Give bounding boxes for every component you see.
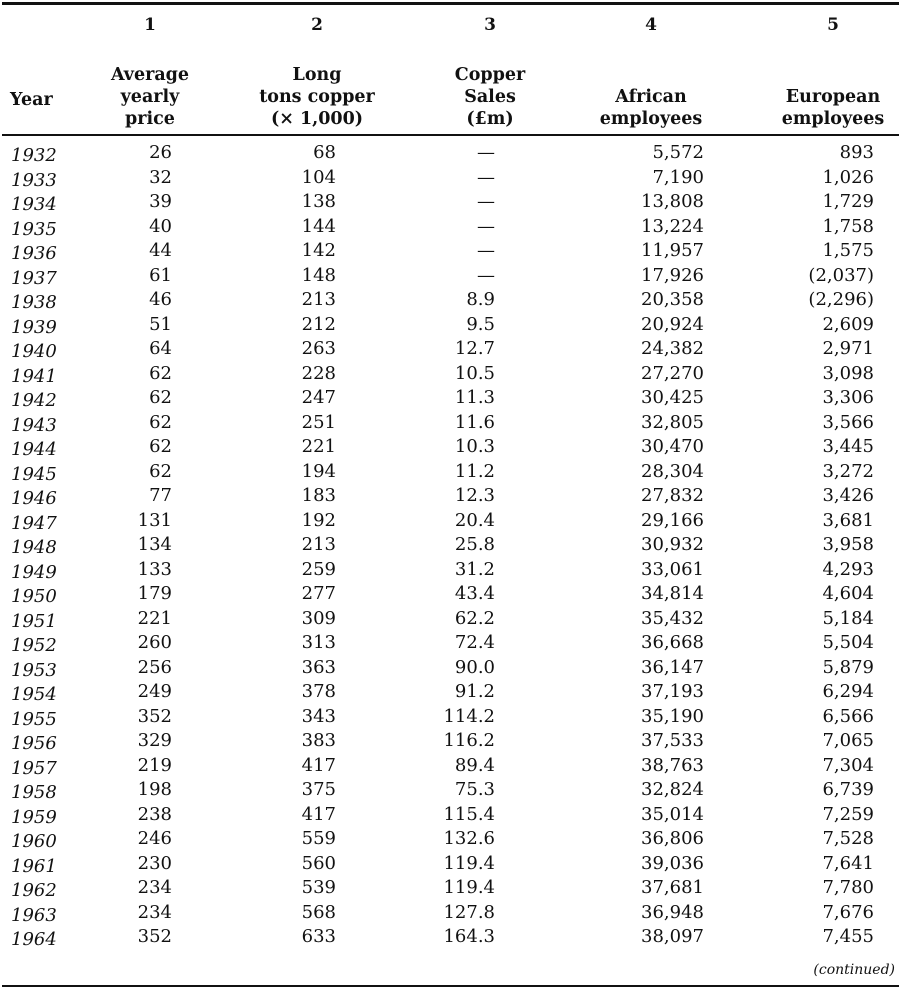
european-employees-cell: 1,729 [822,191,874,212]
header-col-4-label [600,86,703,130]
price-cell: 260 [137,632,172,653]
header-col-1-label [111,64,189,130]
european-employees-cell: 5,184 [822,607,874,629]
european-employees-cell: 2,609 [822,313,874,335]
header-col-4 [586,14,716,130]
header-rule [2,134,899,136]
african-employees-cell: 29,166 [641,509,704,531]
price-cell: 198 [137,779,172,800]
header-col-5-line-1: European [785,87,881,107]
year-cell: 1942 [11,390,57,411]
tons-cell: 539 [301,877,336,898]
sales-cell: 20.4 [454,509,495,531]
price-cell: 249 [137,681,172,702]
table-row [0,437,900,462]
price-cell: 352 [137,705,172,727]
sales-cell: — [477,142,495,163]
year-cell: 1948 [11,537,57,558]
tons-cell: 148 [301,264,336,286]
header-col-1 [102,14,198,130]
header-col-1-line-1: Average [110,65,190,85]
price-cell: 62 [149,362,172,384]
african-employees-cell: 36,668 [641,632,704,653]
price-cell: 51 [149,313,172,335]
sales-cell: 89.4 [454,754,495,776]
sales-cell: 62.2 [454,607,495,629]
tons-cell: 263 [301,338,336,359]
tons-cell: 68 [313,142,336,163]
price-cell: 246 [137,828,172,849]
price-cell: 32 [149,166,172,188]
tons-cell: 247 [301,387,336,408]
header-col-3-number: 3 [484,15,496,35]
tons-cell: 212 [301,313,336,335]
sales-cell: 11.2 [454,460,495,482]
table-row [0,903,900,928]
sales-cell: 115.4 [443,803,495,825]
african-employees-cell: 28,304 [641,460,704,482]
year-cell: 1958 [11,782,57,803]
table-row [0,290,900,315]
tons-cell: 363 [301,656,336,678]
year-cell: 1955 [11,708,57,730]
table-row [0,682,900,707]
african-employees-cell: 32,805 [641,411,704,433]
african-employees-cell: 37,533 [641,730,704,751]
african-employees-cell: 36,806 [641,828,704,849]
year-cell: 1950 [11,586,57,607]
year-cell: 1945 [11,463,57,485]
table-row [0,339,900,364]
sales-cell: 12.3 [454,485,495,506]
european-employees-cell: 6,739 [822,779,874,800]
sales-cell: 10.3 [454,436,495,457]
african-employees-cell: 30,425 [641,387,704,408]
price-cell: 329 [137,730,172,751]
year-cell: 1959 [11,806,57,828]
tons-cell: 221 [301,436,336,457]
african-employees-cell: 35,014 [641,803,704,825]
tons-cell: 343 [301,705,336,727]
header-col-4-line-2: employees [599,109,703,129]
tons-cell: 378 [301,681,336,702]
table-row [0,535,900,560]
table-row [0,829,900,854]
year-cell: 1949 [11,561,57,583]
sales-cell: 72.4 [454,632,495,653]
tons-cell: 259 [301,558,336,580]
tons-cell: 633 [301,926,336,947]
sales-cell: 8.9 [466,289,495,310]
header-col-1-line-2: yearly [120,87,180,107]
european-employees-cell: 3,681 [822,509,874,531]
year-cell: 1963 [11,904,57,926]
african-employees-cell: 39,036 [641,852,704,874]
european-employees-cell: 1,575 [822,240,874,261]
year-cell: 1951 [11,610,57,632]
price-cell: 179 [137,583,172,604]
african-employees-cell: 35,432 [641,607,704,629]
year-cell: 1964 [11,929,57,950]
table-row [0,217,900,242]
european-employees-cell: 3,445 [822,436,874,457]
table-row [0,633,900,658]
price-cell: 46 [149,289,172,310]
african-employees-cell: 30,470 [641,436,704,457]
african-employees-cell: 7,190 [652,166,704,188]
tons-cell: 313 [301,632,336,653]
tons-cell: 417 [301,803,336,825]
sales-cell: 132.6 [443,828,495,849]
sales-cell: — [477,191,495,212]
tons-cell: 142 [301,240,336,261]
tons-cell: 568 [301,901,336,923]
price-cell: 62 [149,387,172,408]
african-employees-cell: 36,948 [641,901,704,923]
header-col-5 [770,14,896,130]
sales-cell: — [477,215,495,237]
european-employees-cell: 893 [839,142,874,163]
year-cell: 1932 [11,145,57,166]
year-cell: 1935 [11,218,57,240]
year-cell: 1953 [11,659,57,681]
african-employees-cell: 37,681 [641,877,704,898]
price-cell: 352 [137,926,172,947]
tons-cell: 138 [301,191,336,212]
european-employees-cell: 2,971 [822,338,874,359]
tons-cell: 213 [301,534,336,555]
european-employees-cell: 3,566 [822,411,874,433]
tons-cell: 417 [301,754,336,776]
year-cell: 1934 [11,194,57,215]
year-cell: 1960 [11,831,57,852]
price-cell: 44 [149,240,172,261]
header-col-3-line-2: Sales [464,87,516,107]
header-col-3 [438,14,542,130]
header-col-4-number: 4 [645,15,657,35]
continued-note: (continued) [813,962,895,978]
header-col-4-line-1: African [615,87,687,107]
tons-cell: 251 [301,411,336,433]
year-cell: 1962 [11,880,57,901]
european-employees-cell: 3,958 [822,534,874,555]
table-row [0,878,900,903]
header-col-2-number: 2 [311,15,323,35]
african-employees-cell: 20,924 [641,313,704,335]
table-row [0,560,900,585]
year-cell: 1961 [11,855,57,877]
african-employees-cell: 13,224 [641,215,704,237]
sales-cell: 91.2 [454,681,495,702]
price-cell: 133 [137,558,172,580]
table-row [0,413,900,438]
header-col-3-line-3: (£m) [466,109,514,129]
european-employees-cell: 7,528 [822,828,874,849]
european-employees-cell: 7,259 [822,803,874,825]
european-employees-cell: 4,604 [822,583,874,604]
table-row [0,388,900,413]
tons-cell: 375 [301,779,336,800]
european-employees-cell: 6,566 [822,705,874,727]
sales-cell: 9.5 [466,313,495,335]
european-employees-cell: 3,306 [822,387,874,408]
year-cell: 1939 [11,316,57,338]
price-cell: 62 [149,460,172,482]
price-cell: 230 [137,852,172,874]
tons-cell: 383 [301,730,336,751]
tons-cell: 560 [301,852,336,874]
price-cell: 234 [137,877,172,898]
price-cell: 62 [149,411,172,433]
african-employees-cell: 34,814 [641,583,704,604]
sales-cell: 12.7 [454,338,495,359]
header-col-2-line-1: Long [292,65,342,85]
table-row [0,143,900,168]
african-employees-cell: 27,270 [641,362,704,384]
european-employees-cell: 3,272 [822,460,874,482]
table-row [0,780,900,805]
price-cell: 238 [137,803,172,825]
european-employees-cell: 7,304 [822,754,874,776]
header-col-3-line-1: Copper [454,65,526,85]
sales-cell: 43.4 [454,583,495,604]
year-cell: 1941 [11,365,57,387]
price-cell: 134 [137,534,172,555]
year-cell: 1938 [11,292,57,313]
header-col-5-number: 5 [827,15,839,35]
african-employees-cell: 11,957 [641,240,704,261]
sales-cell: 119.4 [443,852,495,874]
price-cell: 61 [149,264,172,286]
table-row [0,854,900,879]
tons-cell: 144 [301,215,336,237]
price-cell: 256 [137,656,172,678]
table-row [0,707,900,732]
tons-cell: 194 [301,460,336,482]
header-col-2-label [259,64,375,130]
african-employees-cell: 5,572 [652,142,704,163]
year-cell: 1943 [11,414,57,436]
sales-cell: 164.3 [443,926,495,947]
table-row [0,731,900,756]
header-col-3-label [455,64,525,130]
year-cell: 1944 [11,439,57,460]
year-cell: 1947 [11,512,57,534]
sales-cell: 31.2 [454,558,495,580]
sales-cell: 90.0 [454,656,495,678]
european-employees-cell: 3,426 [822,485,874,506]
table-row [0,315,900,340]
european-employees-cell: 7,065 [822,730,874,751]
sales-cell: 11.6 [454,411,495,433]
european-employees-cell: 7,641 [822,852,874,874]
european-employees-cell: 1,758 [822,215,874,237]
african-employees-cell: 27,832 [641,485,704,506]
bottom-rule [2,985,899,987]
sales-cell: 116.2 [443,730,495,751]
african-employees-cell: 13,808 [641,191,704,212]
price-cell: 131 [137,509,172,531]
table-row [0,609,900,634]
year-cell: 1937 [11,267,57,289]
table-row [0,584,900,609]
price-cell: 64 [149,338,172,359]
african-employees-cell: 30,932 [641,534,704,555]
table-row [0,168,900,193]
header-col-5-line-2: employees [781,109,885,129]
sales-cell: 11.3 [454,387,495,408]
european-employees-cell: 6,294 [822,681,874,702]
african-employees-cell: 37,193 [641,681,704,702]
table-row [0,266,900,291]
price-cell: 234 [137,901,172,923]
tons-cell: 183 [301,485,336,506]
header-col-1-number: 1 [144,15,156,35]
price-cell: 39 [149,191,172,212]
price-cell: 26 [149,142,172,163]
table-row [0,658,900,683]
african-employees-cell: 32,824 [641,779,704,800]
table-row [0,805,900,830]
european-employees-cell: 4,293 [822,558,874,580]
african-employees-cell: 36,147 [641,656,704,678]
year-cell: 1946 [11,488,57,509]
sales-cell: — [477,240,495,261]
year-cell: 1952 [11,635,57,656]
african-employees-cell: 38,763 [641,754,704,776]
tons-cell: 309 [301,607,336,629]
table-row [0,511,900,536]
european-employees-cell: (2,296) [808,289,874,310]
price-cell: 219 [137,754,172,776]
header-year: Year [10,90,53,110]
top-rule [2,2,899,5]
price-cell: 77 [149,485,172,506]
tons-cell: 277 [301,583,336,604]
sales-cell: 127.8 [443,901,495,923]
year-cell: 1940 [11,341,57,362]
table-row [0,462,900,487]
sales-cell: 114.2 [443,705,495,727]
sales-cell: 10.5 [454,362,495,384]
european-employees-cell: 7,676 [822,901,874,923]
african-employees-cell: 38,097 [641,926,704,947]
tons-cell: 104 [301,166,336,188]
header-col-2-line-3: (× 1,000) [270,109,364,129]
table-body [0,143,900,952]
price-cell: 62 [149,436,172,457]
year-cell: 1933 [11,169,57,191]
european-employees-cell: 1,026 [822,166,874,188]
tons-cell: 228 [301,362,336,384]
header-col-2 [242,14,392,130]
sales-cell: 75.3 [454,779,495,800]
table-row [0,486,900,511]
header-col-2-line-2: tons copper [259,87,375,107]
tons-cell: 213 [301,289,336,310]
header-col-1-line-3: price [125,109,175,129]
table-row [0,241,900,266]
sales-cell: 25.8 [454,534,495,555]
year-cell: 1936 [11,243,57,264]
year-cell: 1957 [11,757,57,779]
european-employees-cell: (2,037) [808,264,874,286]
african-employees-cell: 17,926 [641,264,704,286]
sales-cell: — [477,264,495,286]
tons-cell: 559 [301,828,336,849]
african-employees-cell: 24,382 [641,338,704,359]
african-employees-cell: 33,061 [641,558,704,580]
table-row [0,364,900,389]
table-row [0,756,900,781]
european-employees-cell: 7,455 [822,926,874,947]
sales-cell: 119.4 [443,877,495,898]
european-employees-cell: 3,098 [822,362,874,384]
header-col-5-label [782,86,885,130]
european-employees-cell: 5,504 [822,632,874,653]
year-cell: 1956 [11,733,57,754]
african-employees-cell: 35,190 [641,705,704,727]
table-row [0,192,900,217]
table-row [0,927,900,952]
year-cell: 1954 [11,684,57,705]
european-employees-cell: 5,879 [822,656,874,678]
price-cell: 221 [137,607,172,629]
european-employees-cell: 7,780 [822,877,874,898]
sales-cell: — [477,166,495,188]
african-employees-cell: 20,358 [641,289,704,310]
tons-cell: 192 [301,509,336,531]
price-cell: 40 [149,215,172,237]
